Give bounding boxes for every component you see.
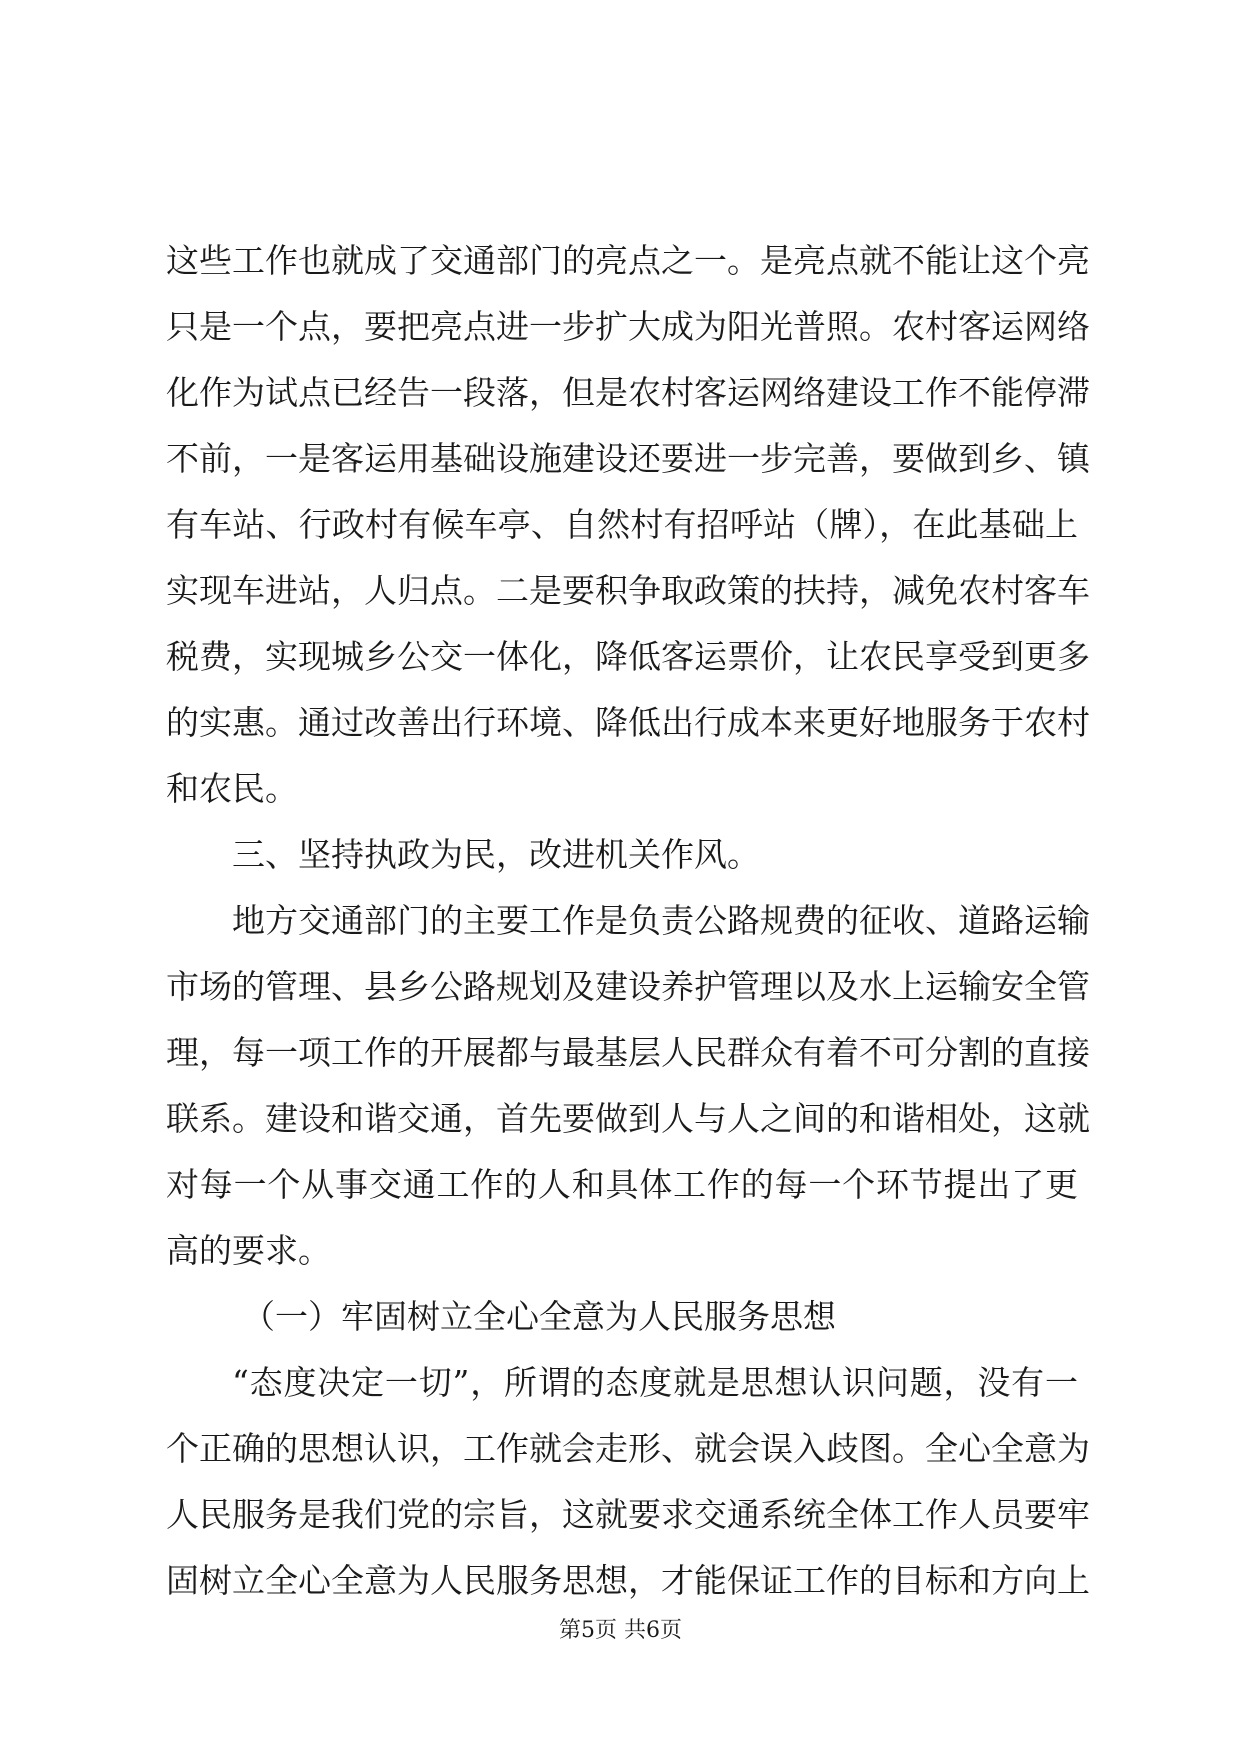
text-line: 联系。建设和谐交通，首先要做到人与人之间的和谐相处，这就: [166, 1099, 1090, 1138]
section-heading: 三、坚持执政为民，改进机关作风。: [232, 835, 760, 874]
document-body: [166, 228, 1090, 1614]
text-line: 市场的管理、县乡公路规划及建设养护管理以及水上运输安全管: [166, 967, 1090, 1006]
text-line: 固树立全心全意为人民服务思想，才能保证工作的目标和方向上: [166, 1561, 1090, 1600]
text-line: 理，每一项工作的开展都与最基层人民群众有着不可分割的直接: [166, 1033, 1090, 1072]
text-line: 人民服务是我们党的宗旨，这就要求交通系统全体工作人员要牢: [166, 1495, 1090, 1534]
page-number-footer: 第5页 共6页: [559, 1618, 682, 1643]
text-line: 实现车进站，人归点。二是要积争取政策的扶持，减免农村客车: [166, 571, 1090, 610]
text-line: 对每一个从事交通工作的人和具体工作的每一个环节提出了更: [166, 1165, 1078, 1204]
text-line: 的实惠。通过改善出行环境、降低出行成本来更好地服务于农村: [166, 703, 1090, 742]
text-line: 地方交通部门的主要工作是负责公路规费的征收、道路运输: [232, 901, 1090, 940]
text-line: 税费，实现城乡公交一体化，降低客运票价，让农民享受到更多: [166, 637, 1090, 676]
text-line: 只是一个点，要把亮点进一步扩大成为阳光普照。农村客运网络: [166, 307, 1090, 346]
text-line: 和农民。: [166, 769, 298, 808]
text-line: 有车站、行政村有候车亭、自然村有招呼站（牌），在此基础上: [166, 505, 1078, 544]
subsection-heading: （一）牢固树立全心全意为人民服务思想: [242, 1297, 836, 1336]
text-line: 个正确的思想认识，工作就会走形、就会误入歧图。全心全意为: [166, 1429, 1090, 1468]
text-line: 不前，一是客运用基础设施建设还要进一步完善，要做到乡、镇: [166, 439, 1090, 478]
text-line: “态度决定一切”，所谓的态度就是思想认识问题，没有一: [232, 1363, 1078, 1402]
text-line: 高的要求。: [166, 1231, 331, 1270]
text-line: 化作为试点已经告一段落，但是农村客运网络建设工作不能停滞: [166, 373, 1090, 412]
text-line: 这些工作也就成了交通部门的亮点之一。是亮点就不能让这个亮: [166, 241, 1090, 280]
